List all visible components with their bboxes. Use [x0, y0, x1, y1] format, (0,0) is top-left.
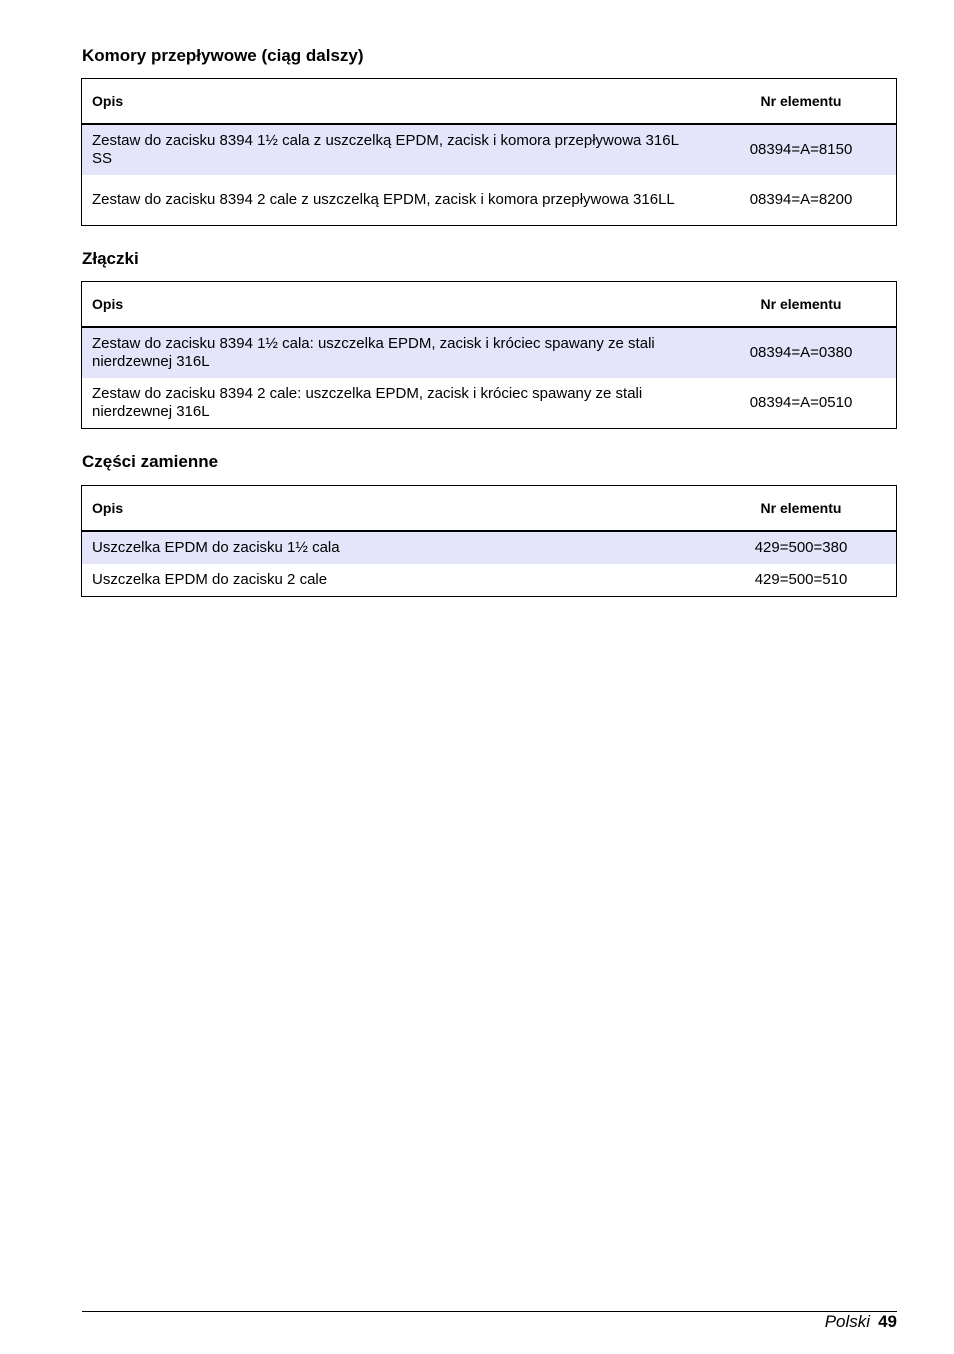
footer-language: Polski	[824, 1312, 871, 1331]
row-description: Zestaw do zacisku 8394 1½ cala: uszczelka EPDM, zacisk i króciec spawany ze stali nierdzewnej 316L	[82, 327, 707, 378]
column-header-item-number: Nr elementu	[706, 79, 897, 124]
section-heading-fittings: Złączki	[82, 249, 139, 268]
table-header-row	[82, 79, 897, 124]
row-item-number: 429=500=380	[706, 531, 897, 564]
table-row	[82, 531, 897, 564]
table-header-row	[82, 486, 897, 531]
row-description: Zestaw do zacisku 8394 2 cale z uszczelką EPDM, zacisk i komora przepływowa 316LL	[92, 190, 675, 208]
row-item-number: 08394=A=0510	[749, 393, 853, 411]
column-header-item-number: Nr elementu	[706, 282, 897, 327]
row-description: Uszczelka EPDM do zacisku 1½ cala	[82, 531, 707, 564]
table-header-row	[82, 282, 897, 327]
row-description: Uszczelka EPDM do zacisku 2 cale	[92, 570, 328, 588]
table-row	[82, 378, 897, 429]
fittings-table	[81, 281, 897, 429]
table-row	[82, 175, 897, 226]
column-header-item-number: Nr elementu	[706, 486, 897, 531]
column-header-description: Opis	[82, 282, 707, 327]
footer-divider	[82, 1311, 897, 1312]
row-item-number: 429=500=510	[754, 570, 848, 588]
row-item-number: 08394=A=8150	[706, 124, 897, 175]
table-row	[82, 564, 897, 597]
row-item-number: 08394=A=0380	[706, 327, 897, 378]
spare-parts-table	[81, 485, 897, 597]
table-row	[82, 124, 897, 175]
table-row	[82, 327, 897, 378]
row-description: Zestaw do zacisku 8394 1½ cala z uszczelką EPDM, zacisk i komora przepływowa 316L SS	[82, 124, 707, 175]
section-heading-spare-parts: Części zamienne	[82, 452, 219, 471]
flow-cells-table	[81, 78, 897, 226]
page-footer	[825, 1312, 897, 1332]
column-header-description: Opis	[82, 79, 707, 124]
page-number: 49	[878, 1312, 897, 1331]
section-heading-flow-cells: Komory przepływowe (ciąg dalszy)	[82, 46, 364, 65]
column-header-description: Opis	[82, 486, 707, 531]
row-description: Zestaw do zacisku 8394 2 cale: uszczelka EPDM, zacisk i króciec spawany ze stali nierdzewnej 316L	[92, 384, 643, 420]
row-item-number: 08394=A=8200	[749, 190, 853, 208]
